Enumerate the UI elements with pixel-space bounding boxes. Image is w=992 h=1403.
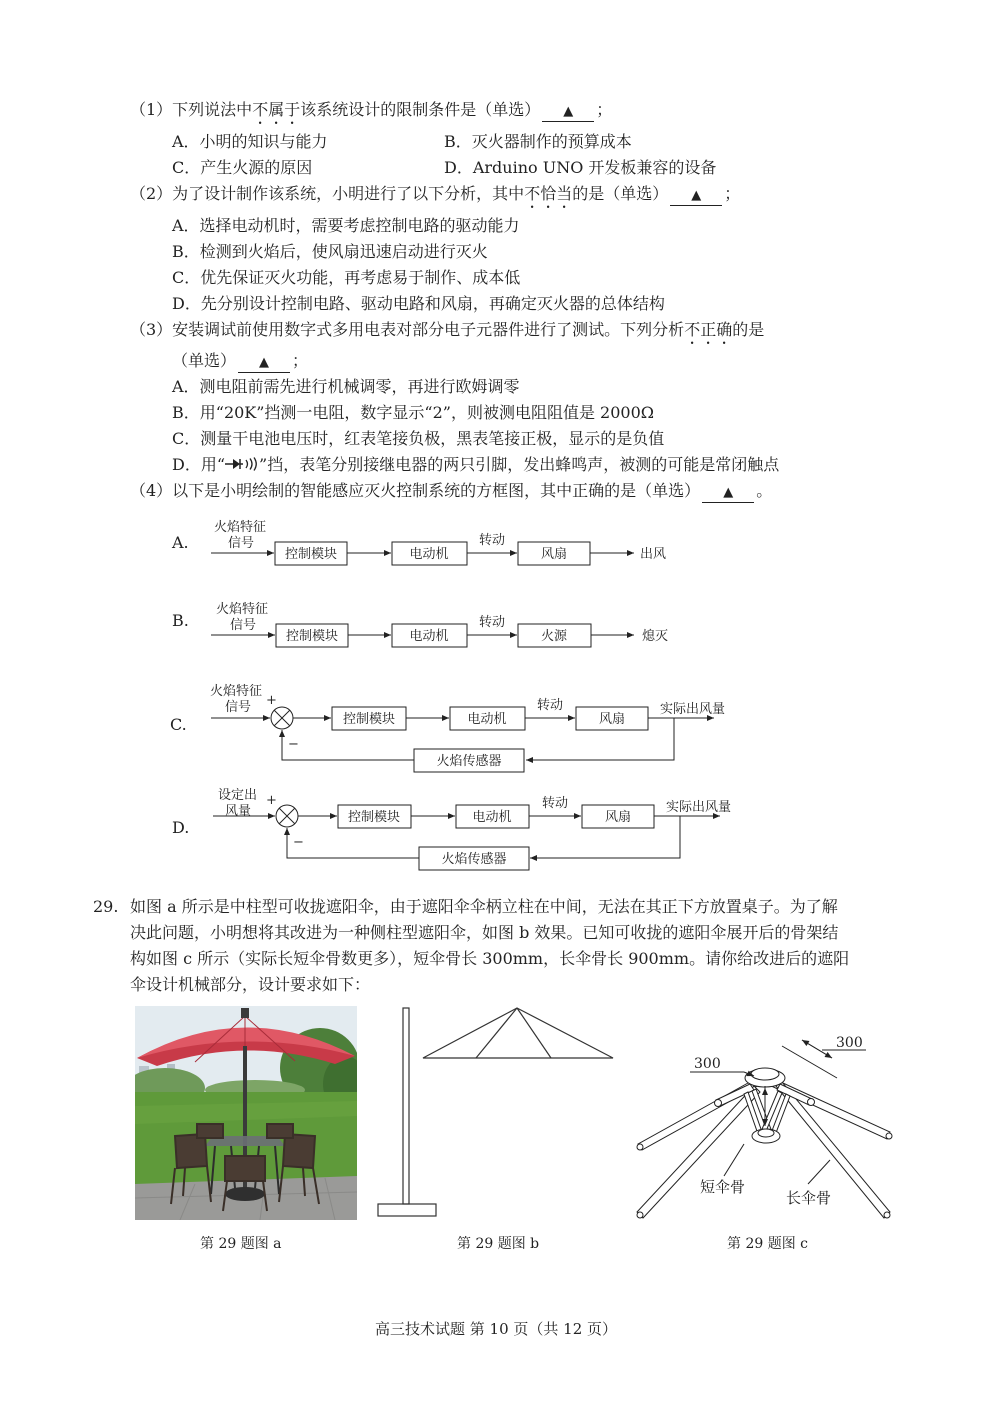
svg-text:风扇: 风扇: [540, 547, 568, 562]
short-rib-label: 短伞骨: [700, 1178, 746, 1196]
q2-option-d: D．先分别设计控制电路、驱动电路和风扇，再确定灭火器的总体结构: [172, 294, 665, 313]
q1-option-c: C．产生火源的原因: [172, 158, 313, 177]
answer-blank[interactable]: ▲: [702, 484, 754, 503]
q29-figure-a-photo: [135, 1006, 357, 1220]
svg-text:信号: 信号: [225, 700, 252, 715]
q29-text-line-3: 构如图 c 所示（实际长短伞骨数更多），短伞骨长 300mm，长伞骨长 900mm。请你给改进后的遮阳: [130, 949, 850, 968]
q29-text-line-1: 如图 a 所示是中柱型可收拢遮阳伞，由于遮阳伞伞柄立柱在中间，无法在其正下方放置桌子。为了解: [130, 897, 838, 916]
dim-label-left: 300: [694, 1056, 721, 1072]
svg-text:电动机: 电动机: [409, 629, 449, 644]
q29-text-line-4: 伞设计机械部分，设计要求如下：: [130, 975, 371, 994]
svg-text:控制模块: 控制模块: [347, 810, 401, 825]
diagram-c-label: C.: [170, 715, 187, 734]
svg-text:控制模块: 控制模块: [285, 629, 339, 644]
long-rib-label: 长伞骨: [786, 1189, 832, 1207]
diode-buzzer-icon: [225, 457, 259, 471]
q4-stem: （4）以下是小明绘制的智能感应灭火控制系统的方框图，其中正确的是（单选） ▲ 。: [130, 480, 772, 503]
svg-text:熄灭: 熄灭: [642, 629, 669, 644]
q29-number: 29.: [93, 897, 119, 916]
q2-option-b: B．检测到火焰后，使风扇迅速启动进行灭火: [172, 242, 488, 261]
svg-text:火焰特征: 火焰特征: [216, 602, 269, 617]
answer-blank[interactable]: ▲: [670, 187, 722, 206]
diagram-d-summing-junction: [276, 805, 298, 827]
svg-text:火焰特征: 火焰特征: [210, 684, 263, 699]
q29-figure-c-diagram: [632, 1026, 902, 1226]
q3-stem: （3）安装调试前使用数字式多用电表对部分电子元器件进行了测试。下列分析不正确的是: [130, 320, 765, 339]
svg-text:火焰传感器: 火焰传感器: [436, 754, 502, 769]
svg-text:控制模块: 控制模块: [284, 547, 338, 562]
svg-text:设定出: 设定出: [218, 788, 258, 803]
diagram-c-summing-junction: [271, 707, 293, 729]
q1-option-d: D．Arduino UNO 开发板兼容的设备: [444, 158, 717, 177]
q1-option-b: B．灭火器制作的预算成本: [444, 132, 632, 151]
dim-label-right: 300: [836, 1035, 863, 1051]
svg-text:电动机: 电动机: [409, 547, 449, 562]
svg-text:风扇: 风扇: [604, 810, 632, 825]
svg-text:出风: 出风: [640, 547, 667, 562]
answer-blank[interactable]: ▲: [542, 103, 594, 122]
diagram-d-label: D.: [172, 818, 190, 837]
svg-text:电动机: 电动机: [467, 712, 507, 727]
q1-option-a: A．小明的知识与能力: [172, 132, 328, 151]
svg-text:火源: 火源: [540, 629, 568, 644]
q3-option-b: B．用“20K”挡测一电阻，数字显示“2”，则被测电阻阻值是 2000Ω: [172, 403, 655, 422]
svg-text:−: −: [293, 835, 304, 850]
svg-text:风量: 风量: [225, 804, 252, 819]
q2-option-c: C．优先保证灭火功能，再考虑易于制作、成本低: [172, 268, 521, 287]
q3-option-c: C．测量干电池电压时，红表笔接负极，黑表笔接正极，显示的是负值: [172, 429, 665, 448]
svg-text:信号: 信号: [230, 618, 257, 633]
svg-text:−: −: [288, 737, 299, 752]
caption-figure-a: 第 29 题图 a: [200, 1236, 282, 1252]
svg-text:+: +: [266, 693, 277, 708]
diagram-b-label: B.: [172, 611, 189, 630]
diagram-a-input-2: 信号: [228, 536, 255, 551]
svg-text:控制模块: 控制模块: [342, 712, 396, 727]
svg-text:风扇: 风扇: [598, 712, 626, 727]
svg-text:转动: 转动: [478, 533, 506, 548]
svg-text:实际出风量: 实际出风量: [660, 702, 726, 717]
q29-figure-b-diagram: [376, 1006, 626, 1220]
q3-stem-line2: （单选） ▲ ；: [172, 350, 308, 373]
diagram-a-input-1: 火焰特征: [214, 520, 267, 535]
caption-figure-b: 第 29 题图 b: [457, 1236, 540, 1252]
svg-text:+: +: [266, 793, 277, 808]
svg-text:转动: 转动: [478, 615, 506, 630]
page-footer: 高三技术试题 第 10 页（共 12 页）: [374, 1320, 617, 1338]
svg-text:电动机: 电动机: [472, 810, 512, 825]
q3-option-d: D．用“ ”挡，表笔分别接继电器的两只引脚，发出蜂鸣声，被测的可能是常闭触点: [172, 455, 780, 474]
svg-text:转动: 转动: [541, 796, 569, 811]
q3-option-a: A．测电阻前需先进行机械调零，再进行欧姆调零: [172, 377, 520, 396]
svg-text:实际出风量: 实际出风量: [666, 800, 732, 815]
q2-option-a: A．选择电动机时，需要考虑控制电路的驱动能力: [172, 216, 520, 235]
answer-blank[interactable]: ▲: [238, 354, 290, 373]
q1-stem: （1）下列说法中不属于该系统设计的限制条件是（单选） ▲ ；: [130, 99, 612, 128]
caption-figure-c: 第 29 题图 c: [727, 1236, 809, 1252]
svg-text:转动: 转动: [536, 698, 564, 713]
q29-text-line-2: 决此问题，小明想将其改进为一种侧柱型遮阳伞，如图 b 效果。已知可收拢的遮阳伞展开后的骨架结: [130, 923, 839, 942]
q4-block-diagrams: [0, 505, 992, 875]
svg-text:火焰传感器: 火焰传感器: [441, 852, 507, 867]
q2-stem: （2）为了设计制作该系统，小明进行了以下分析，其中不恰当的是（单选） ▲ ；: [130, 183, 740, 212]
diagram-a-label: A.: [172, 533, 189, 552]
